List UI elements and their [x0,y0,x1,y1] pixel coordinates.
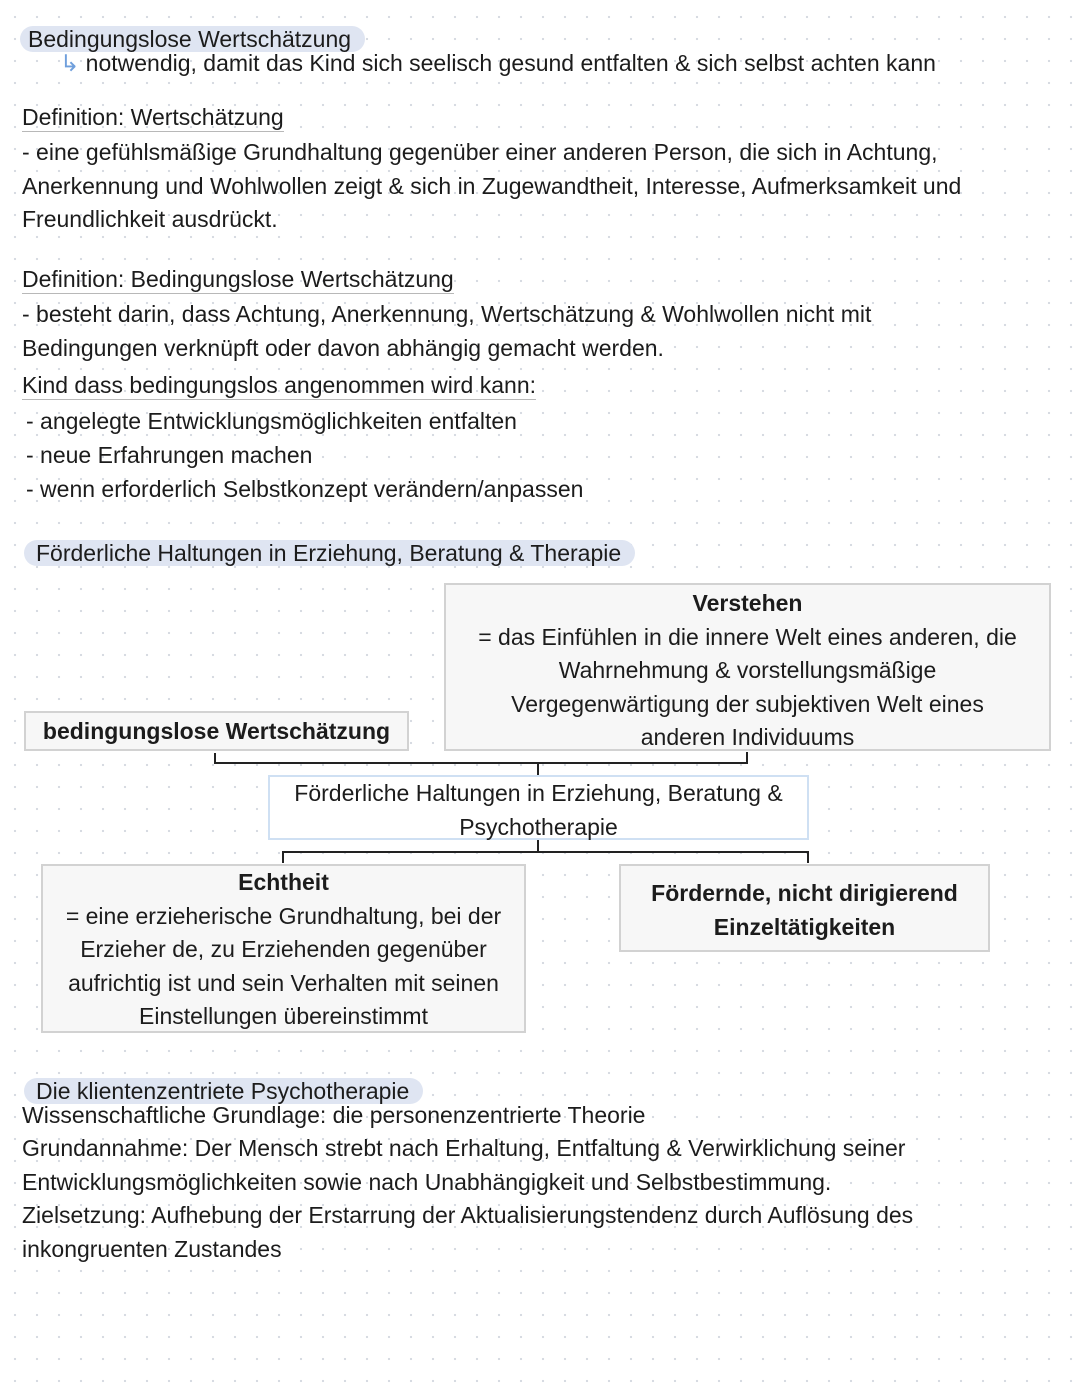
node-line: Psychotherapie [459,813,618,840]
paragraph-line: inkongruenten Zustandes [22,1236,282,1262]
definition-line: Bedingungen verknüpft oder davon abhängig gemacht werden. [22,335,664,361]
connector-line [214,762,748,764]
node-line: Vergegenwärtigung der subjektiven Welt eines [511,690,984,717]
definition-line: - besteht darin, dass Achtung, Anerkennung, Wertschätzung & Wohlwollen nicht mit [22,301,872,327]
definition-line: - eine gefühlsmäßige Grundhaltung gegenüber einer anderen Person, die sich in Achtung, [22,139,938,165]
connector-line [282,851,284,863]
highlighted-heading: Die klientenzentriete Psychotherapie [24,1078,423,1104]
node-line: = das Einfühlen in die innere Welt eines anderen, die [478,623,1017,650]
list-item: - neue Erfahrungen machen [26,442,313,468]
node-line: Einzeltätigkeiten [713,913,896,940]
node-line: Förderliche Haltungen in Erziehung, Beratung & [294,780,783,806]
node-line: aufrichtig ist und sein Verhalten mit seinen [68,969,499,996]
node-foerdernde [619,864,990,952]
node-line: Erzieher de, zu Erziehenden gegenüber [80,936,487,962]
return-arrow-icon: ↳ [60,50,80,76]
paragraph-line: Zielsetzung: Aufhebung der Erstarrung der Aktualisierungstendenz durch Auflösung des [22,1202,914,1228]
connector-line [807,851,809,863]
definition-line: Anerkennung und Wohlwollen zeigt & sich in Zugewandtheit, Interesse, Aufmerksamkeit und [22,173,962,199]
definition-title: Definition: Bedingungslose Wertschätzung [22,266,454,292]
list-item: - wenn erforderlich Selbstkonzept verändern/anpassen [26,476,584,502]
node-line: Fördernde, nicht dirigierend [651,880,958,906]
paragraph-line: Wissenschaftliche Grundlage: die personenzentrierte Theorie [22,1102,646,1128]
node-bedingungslose-wertschaetzung [24,711,409,751]
node-title: bedingungslose Wertschätzung [42,718,391,744]
list-item: - angelegte Entwicklungsmöglichkeiten entfalten [26,408,517,434]
node-line: Wahrnehmung & vorstellungsmäßige [558,657,937,683]
node-title: Echtheit [238,869,329,895]
node-title: Verstehen [692,590,803,616]
node-root [268,775,809,840]
highlighted-heading: Förderliche Haltungen in Erziehung, Beratung & Therapie [24,540,635,566]
node-line: Einstellungen übereinstimmt [139,1003,428,1029]
paragraph-line: Grundannahme: Der Mensch strebt nach Erhaltung, Entfaltung & Verwirklichung seiner [22,1135,906,1161]
definition-line: Freundlichkeit ausdrückt. [22,206,278,232]
highlighted-heading: Bedingungslose Wertschätzung [20,26,365,52]
definition-title: Definition: Wertschätzung [22,104,284,130]
section-heading-haltungen [24,536,635,570]
paragraph-line: Entwicklungsmöglichkeiten sowie nach Unabhängigkeit und Selbstbestimmung. [22,1169,832,1195]
connector-line [537,763,539,775]
node-line: anderen Individuums [640,724,855,750]
subline [60,46,936,80]
subline-text: notwendig, damit das Kind sich seelisch gesund entfalten & sich selbst achten kann [85,50,936,76]
node-line: = eine erzieherische Grundhaltung, bei der [65,902,502,929]
node-verstehen [444,583,1051,751]
connector-line [282,851,809,853]
node-echtheit [41,864,526,1033]
list-title: Kind dass bedingungslos angenommen wird kann: [22,372,536,398]
